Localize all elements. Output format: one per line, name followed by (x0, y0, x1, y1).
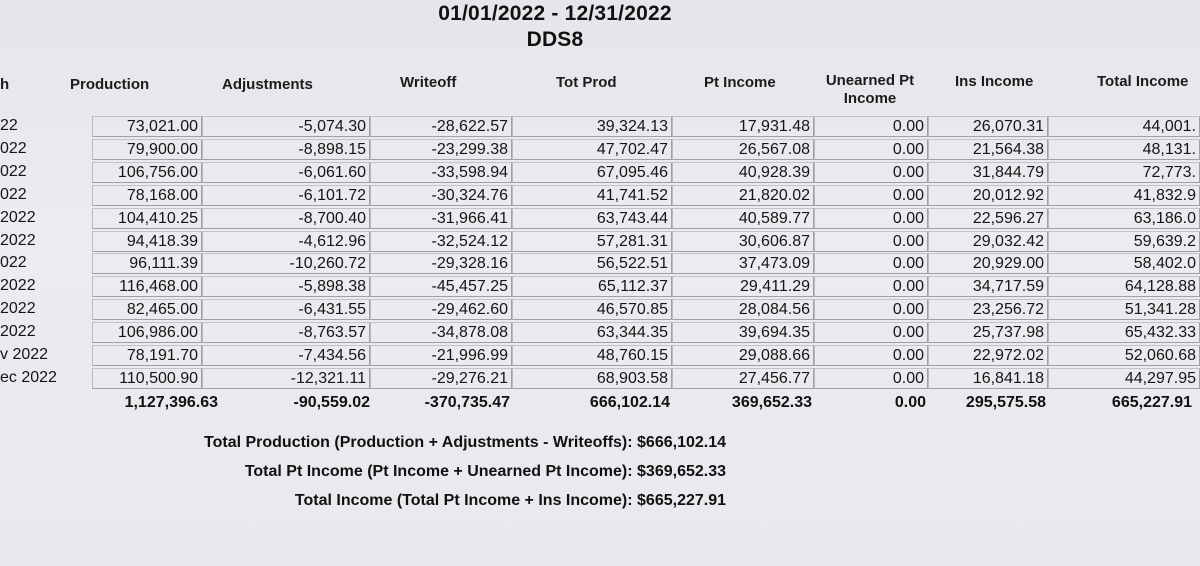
cell-writeoff: -30,324.76 (370, 185, 512, 206)
cell-adjustments: -6,101.72 (202, 185, 370, 206)
summary-total-production: Total Production (Production + Adjustments - Writeoffs): $666,102.14 (204, 434, 726, 451)
cell-adjustments: -12,321.11 (202, 368, 370, 389)
row-month-label: v 2022 (0, 346, 49, 363)
cell-unearned: 0.00 (814, 139, 928, 160)
cell-total-income: 44,297.95 (1048, 368, 1200, 389)
cell-adjustments: -5,898.38 (202, 276, 370, 297)
summary-total-income: Total Income (Total Pt Income + Ins Income): $665,227.91 (294, 492, 726, 509)
cell-pt-income: 40,589.77 (672, 208, 814, 229)
cell-production: 96,111.39 (92, 253, 202, 274)
cell-tot-prod: 46,570.85 (512, 299, 672, 320)
total-tot-prod: 666,102.14 (589, 394, 670, 411)
header-adjustments: Adjustments (222, 76, 313, 93)
cell-total-income: 72,773. (1048, 162, 1200, 183)
cell-production: 106,756.00 (92, 162, 202, 183)
row-month-label: ec 2022 (0, 369, 57, 386)
report-provider: DDS8 (526, 28, 584, 51)
cell-writeoff: -23,299.38 (370, 139, 512, 160)
cell-production: 116,468.00 (92, 276, 202, 297)
row-month-label: 2022 (0, 209, 36, 226)
cell-writeoff: -45,457.25 (370, 276, 512, 297)
cell-pt-income: 29,411.29 (672, 276, 814, 297)
cell-writeoff: -32,524.12 (370, 231, 512, 252)
header-production: Production (70, 76, 150, 93)
cell-unearned: 0.00 (814, 253, 928, 274)
cell-adjustments: -5,074.30 (202, 116, 370, 137)
cell-total-income: 44,001. (1048, 116, 1200, 137)
cell-writeoff: -34,878.08 (370, 322, 512, 343)
row-month-label: 2022 (0, 323, 36, 340)
header-writeoff: Writeoff (400, 74, 457, 91)
cell-unearned: 0.00 (814, 299, 928, 320)
header-ins-income: Ins Income (955, 73, 1034, 90)
row-month-label: 022 (0, 186, 27, 203)
row-month-label: 22 (0, 117, 18, 134)
cell-pt-income: 40,928.39 (672, 162, 814, 183)
total-pt-income: 369,652.33 (731, 394, 812, 411)
cell-tot-prod: 39,324.13 (512, 116, 672, 137)
cell-ins-income: 22,596.27 (928, 208, 1048, 229)
total-ins-income: 295,575.58 (965, 394, 1046, 411)
cell-production: 79,900.00 (92, 139, 202, 160)
cell-production: 110,500.90 (92, 368, 202, 389)
cell-production: 78,168.00 (92, 185, 202, 206)
header-unearned-pt-income: Unearned Pt Income (825, 72, 915, 107)
total-total-income: 665,227.91 (1111, 394, 1192, 411)
cell-writeoff: -28,622.57 (370, 116, 512, 137)
cell-production: 106,986.00 (92, 322, 202, 343)
cell-tot-prod: 48,760.15 (512, 345, 672, 366)
cell-total-income: 59,639.2 (1048, 231, 1200, 252)
total-unearned: 0.00 (894, 394, 926, 411)
cell-tot-prod: 67,095.46 (512, 162, 672, 183)
cell-tot-prod: 47,702.47 (512, 139, 672, 160)
cell-pt-income: 39,694.35 (672, 322, 814, 343)
cell-ins-income: 31,844.79 (928, 162, 1048, 183)
cell-tot-prod: 65,112.37 (512, 276, 672, 297)
cell-total-income: 48,131. (1048, 139, 1200, 160)
cell-total-income: 41,832.9 (1048, 185, 1200, 206)
cell-pt-income: 29,088.66 (672, 345, 814, 366)
cell-adjustments: -8,763.57 (202, 322, 370, 343)
cell-ins-income: 20,012.92 (928, 185, 1048, 206)
cell-total-income: 52,060.68 (1048, 345, 1200, 366)
cell-writeoff: -29,276.21 (370, 368, 512, 389)
cell-ins-income: 16,841.18 (928, 368, 1048, 389)
cell-ins-income: 22,972.02 (928, 345, 1048, 366)
header-pt-income: Pt Income (704, 74, 776, 91)
cell-tot-prod: 68,903.58 (512, 368, 672, 389)
cell-ins-income: 23,256.72 (928, 299, 1048, 320)
cell-unearned: 0.00 (814, 208, 928, 229)
cell-adjustments: -7,434.56 (202, 345, 370, 366)
cell-unearned: 0.00 (814, 276, 928, 297)
header-month: h (0, 76, 10, 93)
header-total-income: Total Income (1097, 73, 1189, 90)
cell-adjustments: -10,260.72 (202, 253, 370, 274)
total-production: 1,127,396.63 (124, 394, 218, 411)
cell-pt-income: 27,456.77 (672, 368, 814, 389)
header-tot-prod: Tot Prod (556, 74, 617, 91)
total-writeoff: -370,735.47 (424, 394, 510, 411)
cell-ins-income: 34,717.59 (928, 276, 1048, 297)
cell-adjustments: -6,061.60 (202, 162, 370, 183)
cell-total-income: 63,186.0 (1048, 208, 1200, 229)
cell-tot-prod: 63,743.44 (512, 208, 672, 229)
cell-total-income: 64,128.88 (1048, 276, 1200, 297)
cell-pt-income: 28,084.56 (672, 299, 814, 320)
cell-production: 82,465.00 (92, 299, 202, 320)
cell-adjustments: -8,700.40 (202, 208, 370, 229)
cell-production: 104,410.25 (92, 208, 202, 229)
cell-production: 78,191.70 (92, 345, 202, 366)
cell-total-income: 65,432.33 (1048, 322, 1200, 343)
cell-total-income: 58,402.0 (1048, 253, 1200, 274)
cell-pt-income: 17,931.48 (672, 116, 814, 137)
cell-production: 73,021.00 (92, 116, 202, 137)
cell-writeoff: -31,966.41 (370, 208, 512, 229)
row-month-label: 2022 (0, 300, 36, 317)
cell-writeoff: -33,598.94 (370, 162, 512, 183)
cell-unearned: 0.00 (814, 368, 928, 389)
cell-unearned: 0.00 (814, 162, 928, 183)
cell-pt-income: 21,820.02 (672, 185, 814, 206)
cell-writeoff: -29,328.16 (370, 253, 512, 274)
cell-writeoff: -21,996.99 (370, 345, 512, 366)
cell-tot-prod: 56,522.51 (512, 253, 672, 274)
cell-tot-prod: 57,281.31 (512, 231, 672, 252)
cell-ins-income: 29,032.42 (928, 231, 1048, 252)
cell-ins-income: 26,070.31 (928, 116, 1048, 137)
cell-unearned: 0.00 (814, 345, 928, 366)
cell-pt-income: 30,606.87 (672, 231, 814, 252)
cell-adjustments: -6,431.55 (202, 299, 370, 320)
cell-ins-income: 21,564.38 (928, 139, 1048, 160)
row-month-label: 022 (0, 140, 27, 157)
total-adjustments: -90,559.02 (293, 394, 370, 411)
cell-writeoff: -29,462.60 (370, 299, 512, 320)
cell-ins-income: 20,929.00 (928, 253, 1048, 274)
row-month-label: 2022 (0, 232, 36, 249)
cell-adjustments: -4,612.96 (202, 231, 370, 252)
cell-unearned: 0.00 (814, 116, 928, 137)
report-date-range: 01/01/2022 - 12/31/2022 (438, 2, 672, 25)
cell-tot-prod: 41,741.52 (512, 185, 672, 206)
row-month-label: 022 (0, 254, 27, 271)
cell-ins-income: 25,737.98 (928, 322, 1048, 343)
cell-pt-income: 37,473.09 (672, 253, 814, 274)
cell-adjustments: -8,898.15 (202, 139, 370, 160)
cell-unearned: 0.00 (814, 231, 928, 252)
cell-tot-prod: 63,344.35 (512, 322, 672, 343)
summary-total-pt-income: Total Pt Income (Pt Income + Unearned Pt Income): $369,652.33 (244, 463, 726, 480)
cell-total-income: 51,341.28 (1048, 299, 1200, 320)
row-month-label: 022 (0, 163, 27, 180)
cell-production: 94,418.39 (92, 231, 202, 252)
cell-unearned: 0.00 (814, 322, 928, 343)
cell-pt-income: 26,567.08 (672, 139, 814, 160)
row-month-label: 2022 (0, 277, 36, 294)
cell-unearned: 0.00 (814, 185, 928, 206)
